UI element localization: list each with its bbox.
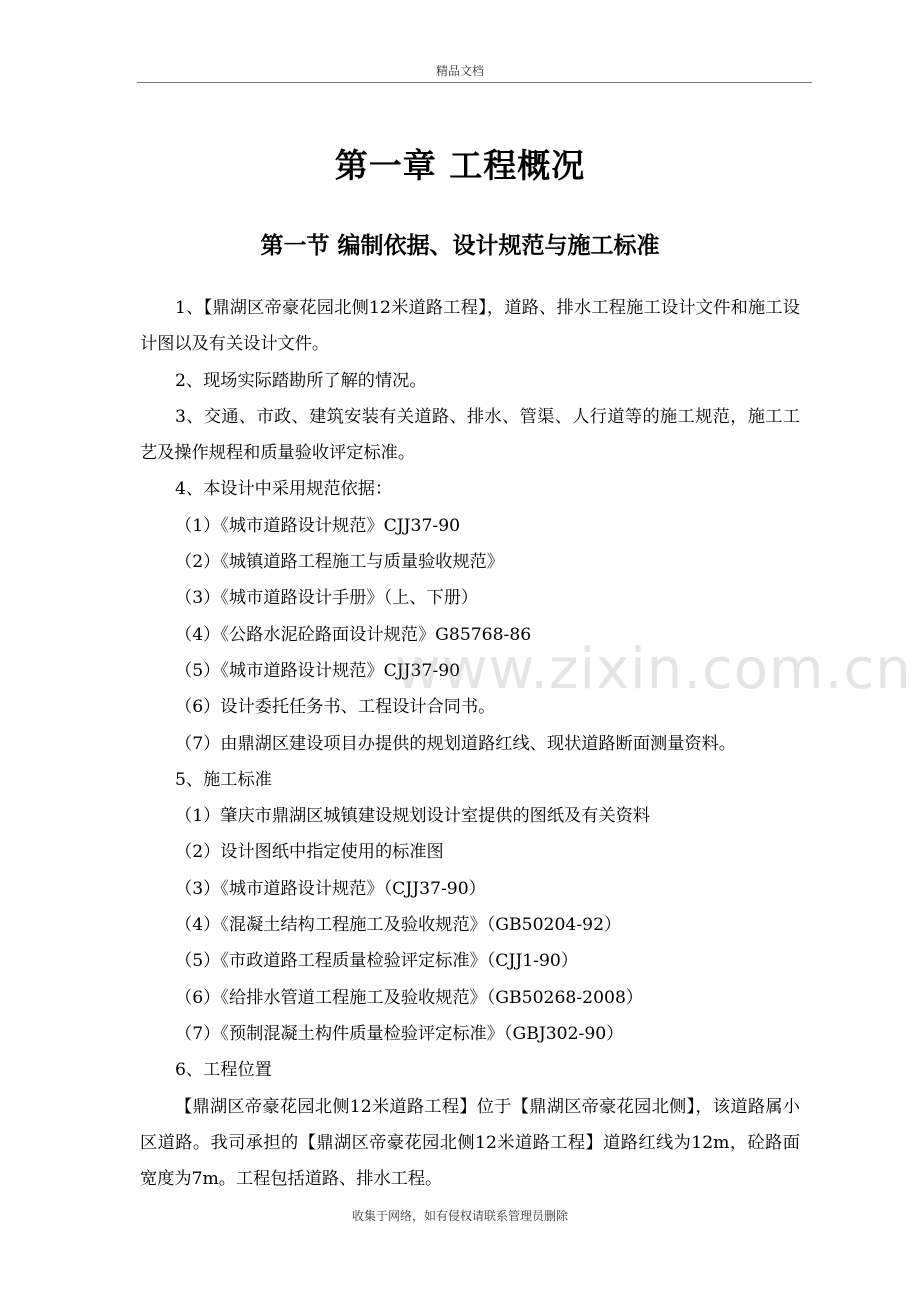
- paragraph-location: 【鼎湖区帝豪花园北侧12米道路工程】位于【鼎湖区帝豪花园北侧】，该道路属小区道路。我司承担的【鼎湖区帝豪花园北侧12米道路工程】道路红线为12m，砼路面宽度为7m。工程包括道路、排水工程。: [140, 1096, 800, 1190]
- list-item: （1）《城市道路设计规范》CJJ37-90: [175, 515, 461, 536]
- list-item: （7）《预制混凝土构件质量检验评定标准》（GBJ302-90）: [175, 1023, 624, 1044]
- paragraph-basis-4: 4、本设计中采用规范依据：: [175, 479, 393, 500]
- section-title: 第一节 编制依据、设计规范与施工标准: [260, 233, 660, 259]
- paragraph-basis-1: 1、【鼎湖区帝豪花园北侧12米道路工程】，道路、排水工程施工设计文件和施工设计图以及有关设计文件。: [140, 298, 800, 355]
- list-item: （3）《城市道路设计规范》（CJJ37-90）: [175, 878, 486, 899]
- paragraph-standards-heading: 5、施工标准: [175, 769, 272, 790]
- page-header: 精品文档: [435, 64, 484, 78]
- paragraph-basis-3: 3、交通、市政、建筑安装有关道路、排水、管渠、人行道等的施工规范，施工工艺及操作规程和质量验收评定标准。: [140, 406, 800, 464]
- chapter-title: 第一章 工程概况: [334, 146, 586, 185]
- header-divider: [137, 82, 812, 83]
- list-item: （4）《混凝土结构工程施工及验收规范》（GB50204-92）: [175, 915, 622, 936]
- list-item: （5）《城市道路设计规范》CJJ37-90: [175, 660, 461, 681]
- watermark: www.zixin.com.cn: [395, 637, 912, 702]
- design-spec-list: [140, 508, 800, 762]
- list-item: （7）由鼎湖区建设项目办提供的规划道路红线、现状道路断面测量资料。: [175, 733, 736, 754]
- construction-standard-list: [140, 798, 800, 1052]
- document-body: [140, 290, 800, 1197]
- list-item: （6）设计委托任务书、工程设计合同书。: [175, 697, 496, 718]
- list-item: （2）设计图纸中指定使用的标准图: [175, 842, 444, 863]
- list-item: （6）《给排水管道工程施工及验收规范》（GB50268-2008）: [175, 987, 644, 1008]
- list-item: （4）《公路水泥砼路面设计规范》G85768-86: [175, 624, 532, 645]
- paragraph-location-heading: 6、工程位置: [175, 1060, 272, 1081]
- paragraph-basis-2: 2、现场实际踏勘所了解的情况。: [175, 370, 427, 391]
- list-item: （2）《城镇道路工程施工与质量验收规范》: [175, 552, 504, 573]
- list-item: （5）《市政道路工程质量检验评定标准》（CJJ1-90）: [175, 951, 579, 972]
- list-item: （1）肇庆市鼎湖区城镇建设规划设计室提供的图纸及有关资料: [175, 806, 651, 827]
- page-footer: 收集于网络，如有侵权请联系管理员删除: [351, 1209, 568, 1223]
- list-item: （3）《城市道路设计手册》（上、下册）: [175, 588, 479, 609]
